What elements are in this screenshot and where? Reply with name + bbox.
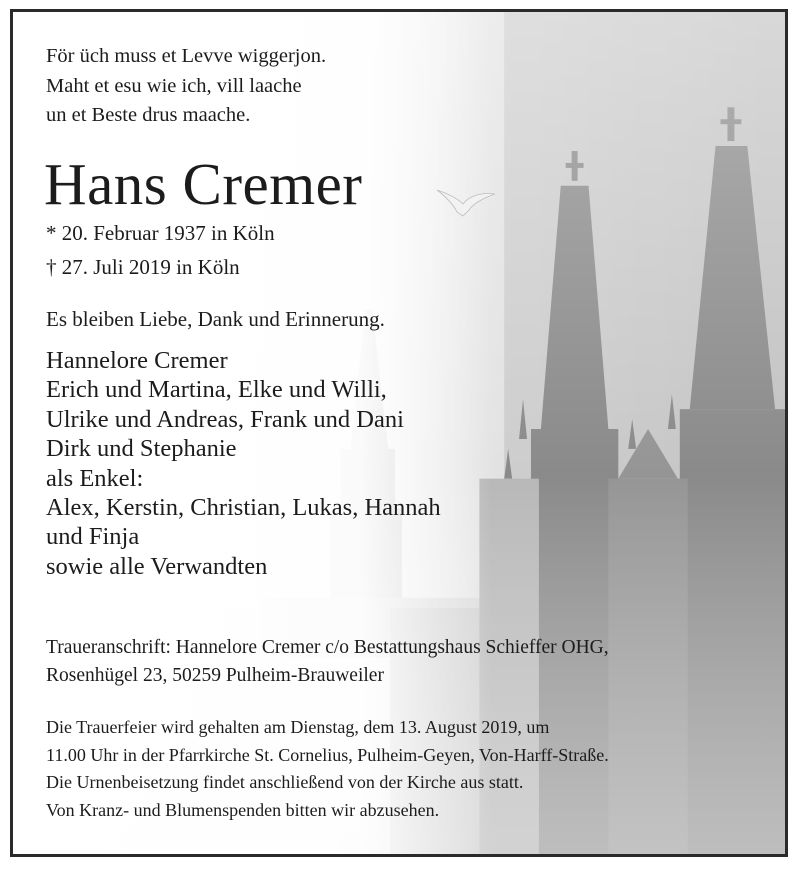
poem: [46, 42, 326, 131]
family-list: [46, 346, 441, 581]
family-line: Hannelore Cremer: [46, 347, 228, 374]
family-line: Erich und Martina, Elke und Willi,: [46, 376, 387, 404]
family-line: sowie alle Verwandten: [46, 552, 268, 580]
motto: Es bleiben Liebe, Dank und Erinnerung.: [46, 307, 385, 331]
family-line: Alex, Kerstin, Christian, Lukas, Hannah: [46, 494, 441, 522]
obituary-frame: [10, 9, 788, 857]
address-line: Rosenhügel 23, 50259 Pulheim-Brauweiler: [46, 665, 384, 686]
ceremony-line: Die Urnenbeisetzung findet anschließend von der Kirche aus statt.: [46, 772, 524, 792]
deceased-name: Hans Cremer: [44, 151, 363, 217]
birth-date: * 20. Februar 1937 in Köln: [46, 221, 275, 245]
mourning-address: [46, 634, 609, 690]
poem-line: un et Beste drus maache.: [46, 104, 251, 126]
family-line: Ulrike und Andreas, Frank und Dani: [46, 405, 404, 433]
ceremony-line: Die Trauerfeier wird gehalten am Dienstag, dem 13. August 2019, um: [46, 717, 550, 737]
family-line: als Enkel:: [46, 464, 144, 492]
poem-line: För üch muss et Levve wiggerjon.: [46, 45, 327, 67]
ceremony-details: [46, 714, 609, 824]
family-line: und Finja: [46, 523, 140, 551]
ceremony-line: 11.00 Uhr in der Pfarrkirche St. Cornelius, Pulheim-Geyen, Von-Harff-Straße.: [46, 744, 609, 765]
death-date: † 27. Juli 2019 in Köln: [46, 255, 240, 279]
ceremony-line: Von Kranz- und Blumenspenden bitten wir abzusehen.: [46, 799, 440, 820]
address-line: Traueranschrift: Hannelore Cremer c/o Bestattungshaus Schieffer OHG,: [46, 637, 609, 658]
poem-line: Maht et esu wie ich, vill laache: [46, 74, 302, 97]
family-line: Dirk und Stephanie: [46, 435, 237, 463]
